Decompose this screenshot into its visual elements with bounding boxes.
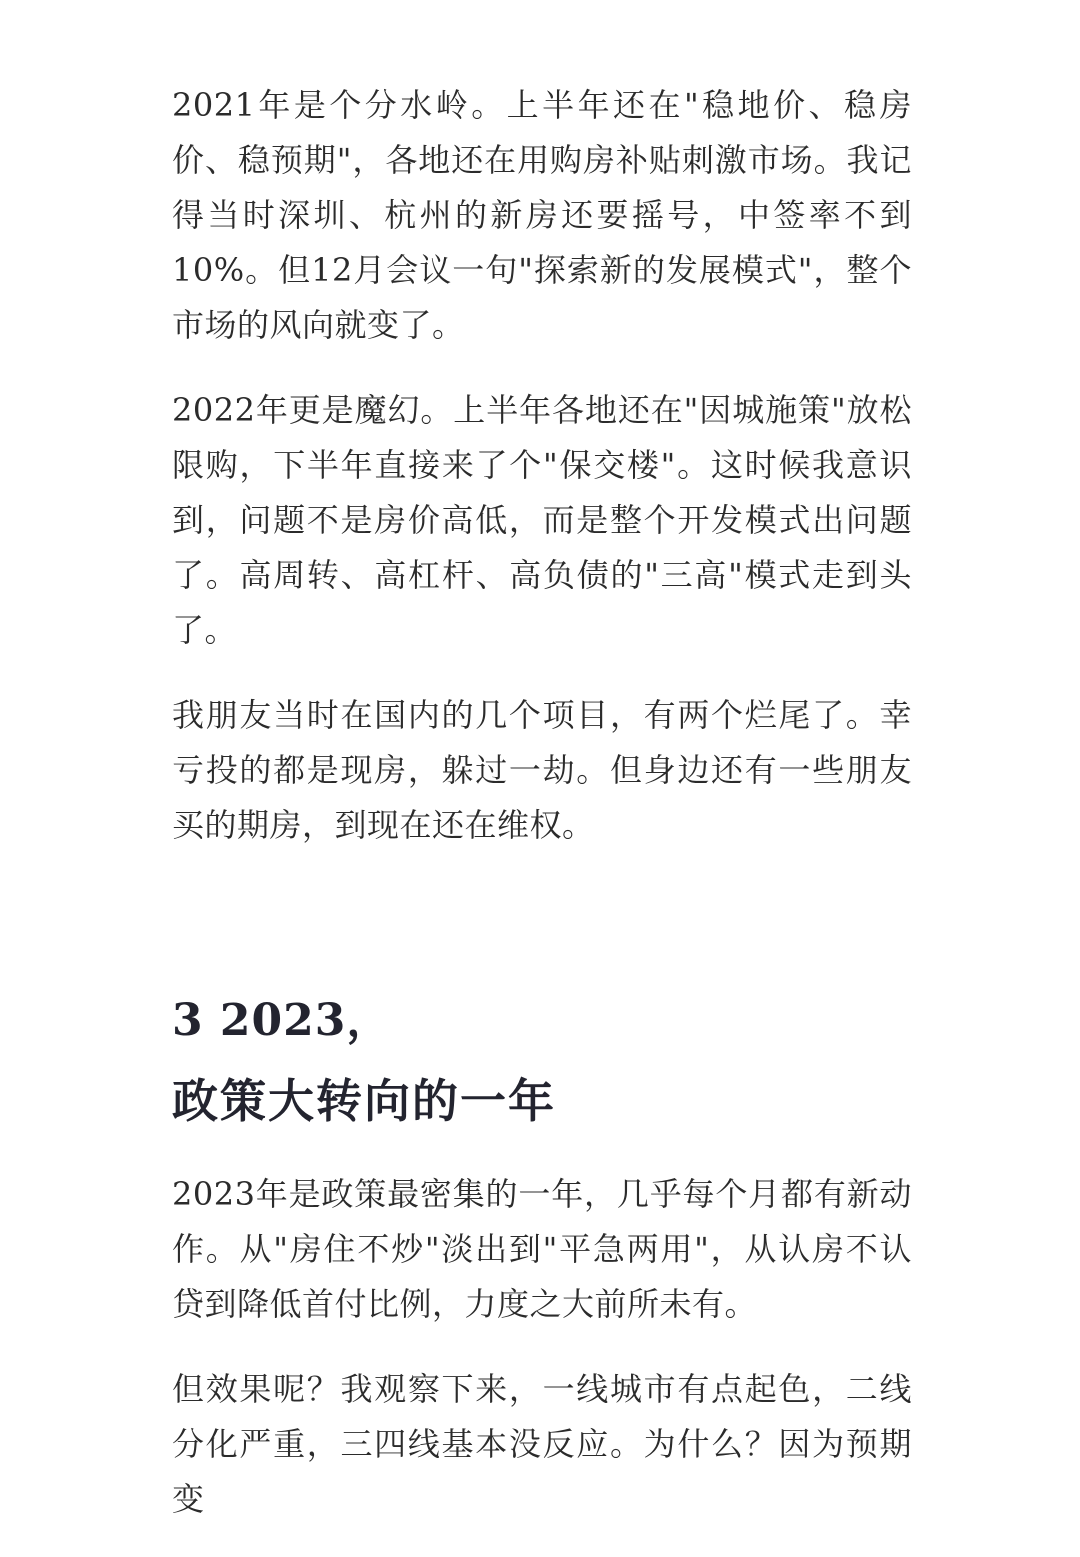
paragraph-2021: 2021年是个分水岭。上半年还在"稳地价、稳房价、稳预期"，各地还在用购房补贴刺激市场。我记得当时深圳、杭州的新房还要摇号，中签率不到10%。但12月会议一句"探索新的发展模式"，整个市场的风向就变了。 [172,86,912,344]
article-body [172,78,912,1557]
paragraph-2023: 2023年是政策最密集的一年，几乎每个月都有新动作。从"房住不炒"淡出到"平急两用"，从认房不认贷到降低首付比例，力度之大前所未有。 [172,1175,912,1323]
paragraph-2022: 2022年更是魔幻。上半年各地还在"因城施策"放松限购，下半年直接来了个"保交楼"。这时候我意识到，问题不是房价高低，而是整个开发模式出问题了。高周转、高杠杆、高负债的"三高"模式走到头了。 [172,391,912,649]
section-title-line: 政策大转向的一年 [172,1074,556,1128]
section-heading [172,981,912,1141]
paragraph-effect: 但效果呢？我观察下来，一线城市有点起色，二线分化严重，三四线基本没反应。为什么？因为预期变 [172,1370,912,1518]
section-number-line: 3 2023， [172,995,392,1046]
paragraph-friend-projects: 我朋友当时在国内的几个项目，有两个烂尾了。幸亏投的都是现房，躲过一劫。但身边还有一些朋友买的期房，到现在还在维权。 [172,696,912,844]
